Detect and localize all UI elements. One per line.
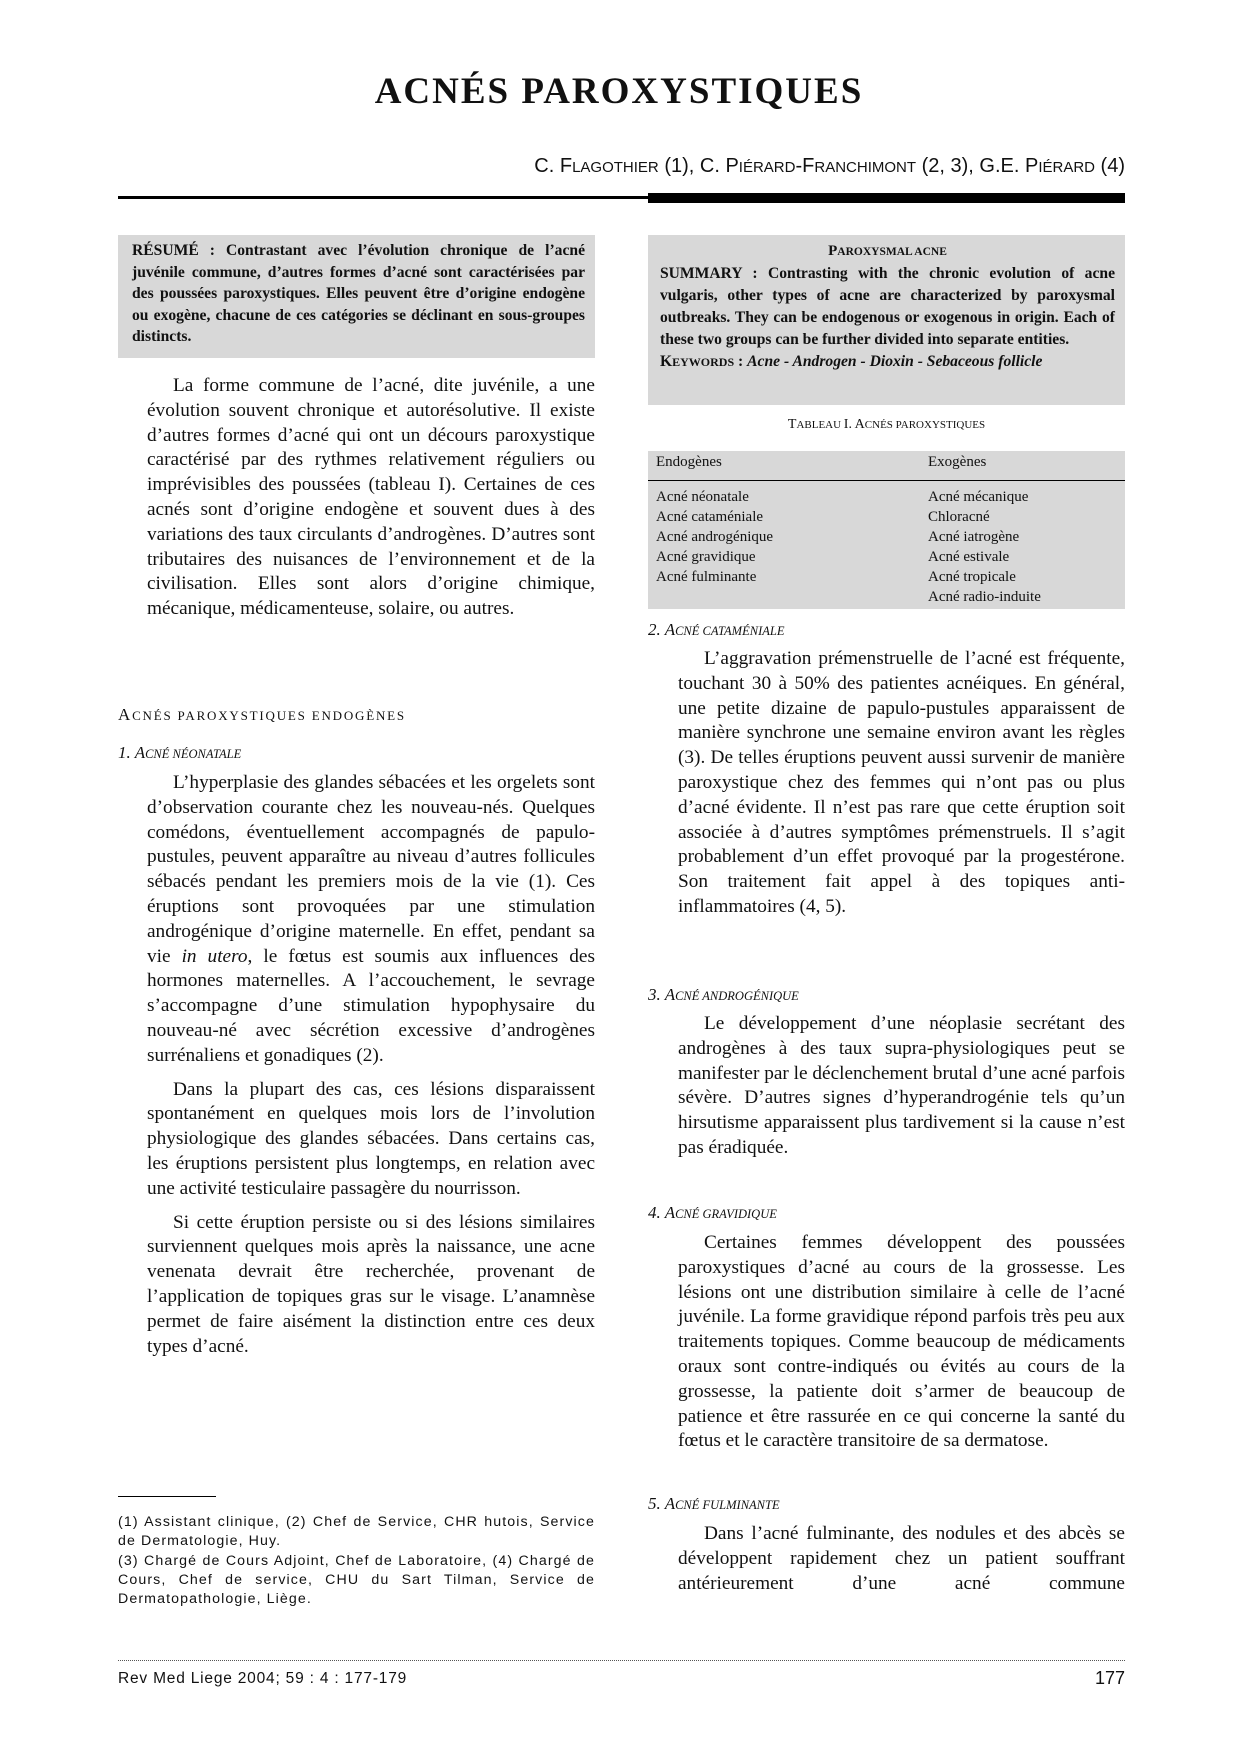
subheading-acne-androgenique: 3. ACNÉ ANDROGÉNIQUE <box>648 985 799 1004</box>
footnote-1: (1) Assistant clinique, (2) Chef de Service, CHR hutois, Service de Dermatologie, Huy. <box>118 1514 595 1550</box>
footer-dotted-rule <box>118 1660 1125 1661</box>
summary-body: SUMMARY : Contrasting with the chronic evolution of acne vulgaris, other types of acne are characterized by paroxysmal outbreaks. They can be endogenous or exogenous in origin. Each of these two groups can be further divided into separate entities. <box>660 265 1115 348</box>
article-title: ACNÉS PAROXYSTIQUES <box>374 71 864 112</box>
author-3: G.E. PIÉRARD (4) <box>979 155 1125 177</box>
table-header-endogenes: Endogènes <box>656 454 722 470</box>
table-column-endogenes <box>656 487 773 587</box>
author-2: C. PIÉRARD-FRANCHIMONT (2, 3), <box>699 155 980 177</box>
journal-citation: Rev Med Liege 2004; 59 : 4 : 177-179 <box>118 1670 408 1687</box>
table-caption: TABLEAU I. ACNÉS PAROXYSTIQUES <box>787 417 986 432</box>
catameniale-text <box>678 647 1125 920</box>
header-rule-thick <box>648 193 1125 203</box>
table-cell: Acné néonatale <box>656 489 749 505</box>
subheading-acne-fulminante: 5. ACNÉ FULMINANTE <box>648 1494 780 1513</box>
table-cell: Acné fulminante <box>656 569 757 585</box>
summary-heading: PAROXYSMAL ACNE <box>828 243 947 259</box>
neonatale-text <box>147 771 595 1359</box>
intro-paragraph: La forme commune de l’acné, dite juvénile, a une évolution souvent chronique et autorésolutive. Il existe d’autres formes d’acné qui ont un décours paroxystique caractérisé par des rythmes relativement réguliers ou imprévisibles des poussées (tableau I). Certaines de ces acnés sont d’origine endogène et souvent dues à des variations des taux circulants d’androgènes. D’autres sont tributaires des nuisances de l’environnement et de la civilisation. Elles sont alors d’origine chimique, mécanique, médicamenteuse, solaire, ou autres. <box>147 375 595 620</box>
subheading-acne-catameniale: 2. ACNÉ CATAMÉNIALE <box>648 620 785 639</box>
androgenique-paragraph: Le développement d’une néoplasie secrétant des androgènes à des taux supra-physiologiques peut se manifester par le déclenchement brutal d’une acné parfois sévère. D’autres signes d’hyperandrogénie tels qu’un hirsutisme apparaissent plus tardivement si la cause n’est pas éradiquée. <box>678 1013 1125 1158</box>
author-line <box>534 155 1125 178</box>
author-1: C. FLAGOTHIER (1), <box>534 155 700 177</box>
table-cell: Acné estivale <box>928 549 1010 565</box>
table-acnes-paroxystiques <box>648 451 1125 609</box>
fulminante-paragraph: Dans l’acné fulminante, des nodules et des abcès se développent rapidement chez un patient souffrant antérieurement d’une acné commune <box>678 1523 1125 1594</box>
table-cell: Acné tropicale <box>928 569 1016 585</box>
table-cell: Acné radio-induite <box>928 589 1041 605</box>
summary-abstract-box <box>648 235 1125 405</box>
header-rule-thin <box>118 196 650 199</box>
footnote-2: (3) Chargé de Cours Adjoint, Chef de Laboratoire, (4) Chargé de Cours, Chef de service, CHU du Sart Tilman, Service de Dermatopathologie, Liège. <box>118 1552 595 1608</box>
page-number: 177 <box>1094 1668 1125 1688</box>
table-cell: Acné mécanique <box>928 489 1029 505</box>
keywords-list: Acne - Androgen - Dioxin - Sebaceous follicle <box>747 353 1043 370</box>
author-affiliations <box>118 1513 595 1609</box>
androgenique-text <box>678 1012 1125 1161</box>
neonatale-paragraph-3: Si cette éruption persiste ou si des lésions similaires surviennent quelques mois après la naissance, une acne venenata devrait être recherchée, provenant de l’application de topiques gras sur le visage. L’anamnèse permet de faire aisément la distinction entre ces deux types d’acné. <box>147 1211 595 1357</box>
table-cell: Acné iatrogène <box>928 529 1020 545</box>
resume-text: Contrastant avec l’évolution chronique de l’acné juvénile commune, d’autres formes d’acné sont caractérisées par des poussées paroxystiques. Elles peuvent être d’origine endogène ou exogène, chacune de ces catégories se déclinant en sous-groupes distincts. <box>132 242 585 346</box>
subheading-acne-neonatale: 1. ACNÉ NÉONATALE <box>118 743 242 762</box>
footnote-rule <box>118 1496 216 1497</box>
table-cell: Chloracné <box>928 509 990 525</box>
subheading-acne-gravidique: 4. ACNÉ GRAVIDIQUE <box>648 1203 777 1222</box>
table-cell: Acné androgénique <box>656 529 774 545</box>
catameniale-paragraph: L’aggravation prémenstruelle de l’acné est fréquente, touchant 30 à 50% des patientes acnéiques. En général, une petite dizaine de papulo-pustules apparaissent de manière synchrone une semaine environ avant les règles (3). De telles éruptions peuvent aussi survenir de manière paroxystique chez des femmes qui n’ont pas ou plus d’acné évidente. Il n’est pas rare que cette éruption soit associée à d’autres symptômes prémenstruels. Il s’agit probablement d’un effet provoqué par la progestérone. Son traitement fait appel à des topiques anti-inflammatoires (4, 5). <box>678 648 1125 917</box>
intro-paragraph-block <box>147 374 595 622</box>
neonatale-paragraph-1: L’hyperplasie des glandes sébacées et les orgelets sont d’observation courante chez les nouveau-nés. Quelques comédons, éventuellement accompagnés de papulo-pustules, peuvent apparaître au niveau d’autres follicules sébacés pendant les premiers mois de la vie (1). Ces éruptions sont provoquées par une stimulation androgénique d’origine maternelle. En effet, pendant sa vie in utero, le fœtus est soumis aux influences des hormones maternelles. A l’accouchement, le sevrage s’accompagne d’une stimulation hypophysaire du nouveau-né avec sécrétion excessive d’androgènes surrénaliens et gonadiques (2). <box>147 772 595 1066</box>
table-cell: Acné cataméniale <box>656 509 764 525</box>
table-header-row <box>648 451 1125 481</box>
section-heading-endogenes: ACNÉS PAROXYSTIQUES ENDOGÈNES <box>118 705 406 724</box>
neonatale-paragraph-2: Dans la plupart des cas, ces lésions disparaissent spontanément en quelques mois lors de l’involution physiologique des glandes sébacées. Dans certains cas, les éruptions persistent plus longtemps, en relation avec une activité testiculaire passagère du nourrisson. <box>147 1078 595 1199</box>
fulminante-text <box>678 1522 1125 1596</box>
table-cell: Acné gravidique <box>656 549 756 565</box>
table-column-exogenes <box>928 487 1041 607</box>
gravidique-paragraph: Certaines femmes développent des poussées paroxystiques d’acné au cours de la grossesse. Les lésions ont une distribution similaire à celle de l’acné juvénile. La forme gravidique répond parfois très peu aux traitements topiques. Comme beaucoup de médicaments oraux sont contre-indiqués ou évités au cours de la grossesse, la patiente doit s’armer de beaucoup de patience et être rassurée en ce qui concerne la santé du fœtus et le caractère transitoire de sa dermatose. <box>678 1232 1125 1452</box>
summary-keywords: KEYWORDS : Acne - Androgen - Dioxin - Sebaceous follicle <box>660 353 1043 370</box>
resume-label: RÉSUMÉ : <box>132 242 215 259</box>
gravidique-text <box>678 1231 1125 1454</box>
resume-abstract-box <box>118 235 595 358</box>
table-header-exogenes: Exogènes <box>928 454 987 470</box>
